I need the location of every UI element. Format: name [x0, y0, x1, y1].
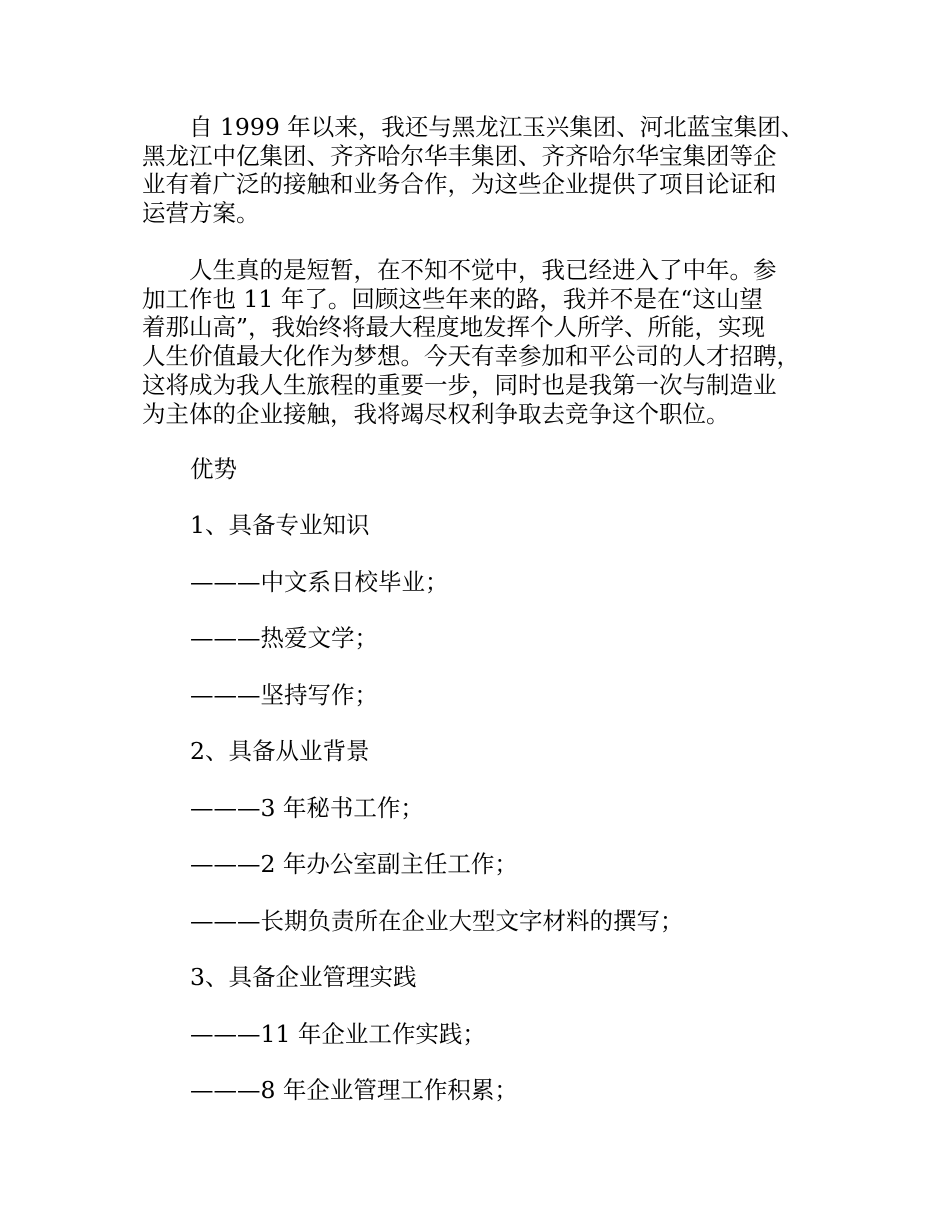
list-heading-professional-knowledge: 1、具备专业知识	[190, 511, 370, 539]
list-item: ———长期负责所在企业大型文字材料的撰写；	[190, 907, 684, 935]
paragraph-cooperation: 自 1999 年以来，我还与黑龙江玉兴集团、河北蓝宝集团、 黑龙江中亿集团、齐齐哈尔华丰集团、齐齐哈尔华宝集团等企 业有着广泛的接触和业务合作，为这些企业提供了项目论证和 运营方案。	[142, 113, 805, 228]
section-heading-advantages: 优势	[190, 455, 237, 483]
list-heading-work-background: 2、具备从业背景	[190, 737, 370, 765]
list-item: ———11 年企业工作实践；	[190, 1020, 486, 1048]
list-item: ———热爱文学；	[190, 624, 378, 652]
list-item: ———中文系日校毕业；	[190, 568, 449, 596]
list-heading-management-practice: 3、具备企业管理实践	[190, 963, 417, 991]
list-item: ———坚持写作；	[190, 681, 378, 709]
list-item: ———2 年办公室副主任工作；	[190, 850, 518, 878]
list-item: ———3 年秘书工作；	[190, 794, 424, 822]
list-item: ———8 年企业管理工作积累；	[190, 1076, 518, 1104]
paragraph-career-reflection: 人生真的是短暂，在不知不觉中，我已经进入了中年。参 加工作也 11 年了。回顾这些年来的路，我并不是在“这山望 着那山高”，我始终将最大程度地发挥个人所学、所能，实现 人生价值最大化作为梦想。今天有幸参加和平公司的人才招聘， 这将成为我人生旅程的重要一步，同时也是我第一次与制造业 为主体的企业接触，我将竭尽权利争取去竞争这个职位。	[142, 256, 800, 428]
